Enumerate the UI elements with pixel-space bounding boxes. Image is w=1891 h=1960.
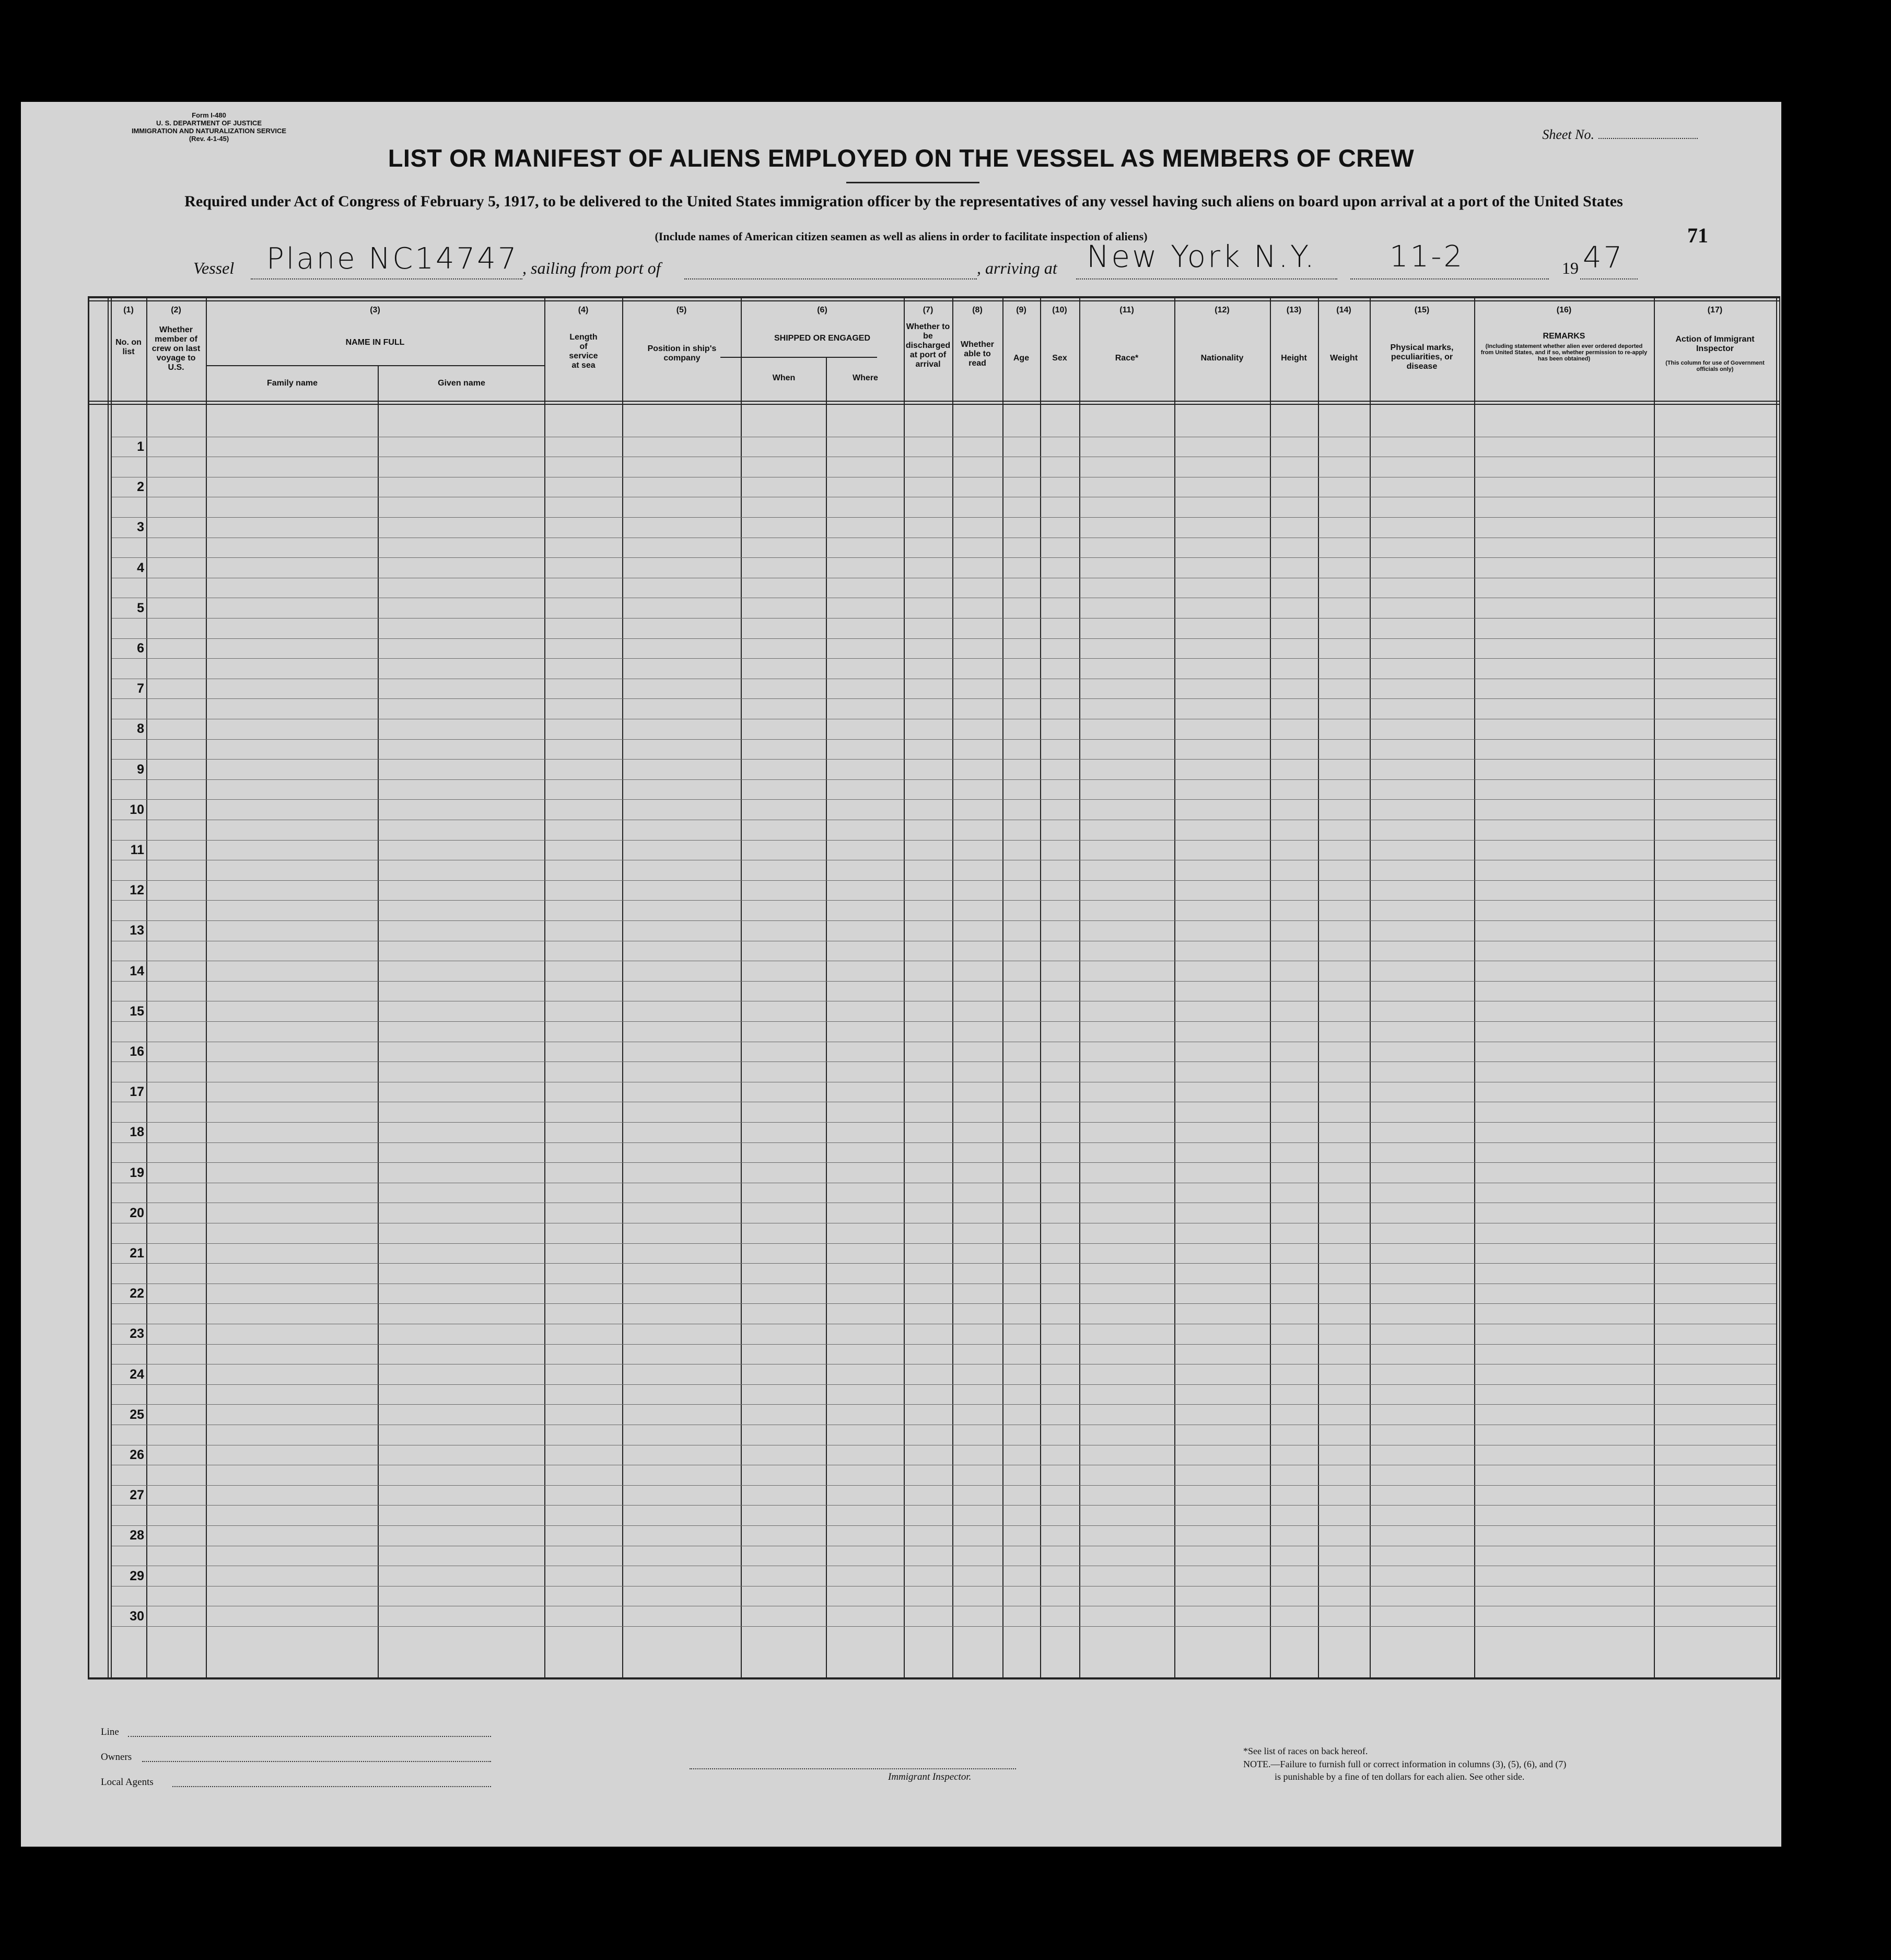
row-rule [112, 1061, 1776, 1062]
owners-field[interactable] [142, 1761, 491, 1762]
col-header-sex: Sex [1052, 354, 1067, 363]
local-agents-label: Local Agents [101, 1777, 154, 1788]
row-number: 28 [130, 1528, 144, 1543]
penalty-note-1: NOTE.—Failure to furnish full or correct information in columns (3), (5), (6), and (7) [1243, 1759, 1567, 1769]
table-top-rule [88, 296, 1780, 298]
col-header-length-service: Length of service at sea [569, 333, 598, 370]
col-header-remarks-detail: (Including statement whether alien ever ordered deported from United States, and if so, whether permission to re-apply has been obtained) [1480, 343, 1648, 362]
form-revision: (Rev. 4-1-45) [189, 135, 229, 143]
col-number: (16) [1556, 306, 1572, 314]
col-rule [1270, 296, 1271, 1679]
col-rule [826, 357, 827, 1679]
vessel-label: Vessel [193, 259, 235, 277]
race-note: *See list of races on back hereof. [1243, 1746, 1368, 1756]
col-subheader-family-name: Family name [267, 379, 318, 388]
row-rule [112, 1142, 1776, 1143]
row-number: 3 [137, 520, 144, 535]
table-top-rule-2 [88, 300, 1780, 301]
sheet-number [1542, 127, 1698, 143]
col-number: (5) [676, 306, 687, 314]
col-number: (7) [923, 306, 933, 314]
row-number: 29 [130, 1568, 144, 1583]
col-rule [1776, 296, 1777, 1679]
col-number: (10) [1052, 306, 1067, 314]
row-number: 4 [137, 560, 144, 575]
col-subheader-where: Where [853, 374, 878, 382]
row-rule [112, 1525, 1776, 1526]
row-rule [112, 698, 1776, 699]
page-title: LIST OR MANIFEST OF ALIENS EMPLOYED ON THE VESSEL AS MEMBERS OF CREW [388, 144, 1415, 172]
penalty-note-2: is punishable by a fine of ten dollars for each alien. See other side. [1275, 1771, 1525, 1782]
local-agents-field[interactable] [172, 1786, 491, 1787]
col-number: (1) [123, 306, 134, 314]
row-rule [112, 779, 1776, 780]
arriving-field-line [1076, 278, 1337, 279]
row-number: 27 [130, 1488, 144, 1503]
row-rule [112, 799, 1776, 800]
stamp-number: 71 [1687, 224, 1708, 247]
row-rule [112, 739, 1776, 740]
year-value[interactable]: 47 [1583, 241, 1625, 275]
row-rule [112, 840, 1776, 841]
row-rule [112, 618, 1776, 619]
col-number: (6) [817, 306, 827, 314]
col-header-inspector-detail: (This column for use of Government officials only) [1665, 360, 1765, 372]
year-field-line [1580, 278, 1638, 279]
col-number: (4) [578, 306, 589, 314]
department-name: U. S. DEPARTMENT OF JUSTICE [156, 119, 262, 127]
col-rule [1174, 296, 1175, 1679]
col-number: (14) [1336, 306, 1351, 314]
immigrant-inspector-label: Immigrant Inspector. [888, 1771, 972, 1782]
row-number: 17 [130, 1084, 144, 1100]
col-number: (11) [1119, 306, 1134, 314]
row-number: 21 [130, 1246, 144, 1261]
row-rule [112, 981, 1776, 982]
manifest-sheet [21, 102, 1781, 1847]
row-number: 8 [137, 721, 144, 737]
date-value[interactable]: 11-2 [1390, 240, 1465, 274]
row-number: 1 [137, 439, 144, 454]
row-number: 7 [137, 681, 144, 696]
row-rule [112, 1404, 1776, 1405]
row-rule [112, 759, 1776, 760]
row-rule [112, 1485, 1776, 1486]
shipped-subheader-rule [720, 357, 877, 358]
arriving-value[interactable]: New York N.Y. [1087, 239, 1316, 274]
row-rule [112, 1263, 1776, 1264]
table-bottom-rule [88, 1677, 1780, 1679]
col-number: (2) [171, 306, 181, 314]
year-prefix: 19 [1562, 259, 1579, 277]
col-rule [88, 296, 89, 1679]
col-rule [206, 296, 207, 1679]
col-rule [1040, 296, 1041, 1679]
col-rule [904, 296, 905, 1679]
arriving-label: , arriving at [977, 259, 1057, 277]
row-number: 24 [130, 1367, 144, 1382]
col-number: (17) [1707, 306, 1723, 314]
col-rule [1079, 296, 1080, 1679]
row-rule [112, 1626, 1776, 1627]
header-bottom-rule-2 [88, 404, 1780, 405]
col-number: (12) [1215, 306, 1230, 314]
col-header-physical-marks: Physical marks, peculiarities, or disease [1390, 343, 1454, 371]
row-rule [112, 638, 1776, 639]
vessel-field-line [251, 278, 522, 279]
line-field[interactable] [128, 1736, 491, 1737]
row-rule [112, 1021, 1776, 1022]
col-header-race: Race* [1115, 354, 1139, 363]
col-rule [1654, 296, 1655, 1679]
row-rule [112, 1122, 1776, 1123]
row-number: 14 [130, 963, 144, 978]
col-rule [622, 296, 623, 1679]
row-number: 22 [130, 1286, 144, 1301]
col-rule [1002, 296, 1003, 1679]
owners-label: Owners [101, 1752, 132, 1763]
line-label: Line [101, 1726, 119, 1737]
col-subheader-given-name: Given name [438, 379, 485, 388]
col-header-no: No. on list [115, 338, 142, 356]
row-rule [112, 900, 1776, 901]
col-header-shipped-engaged: SHIPPED OR ENGAGED [774, 334, 871, 343]
col-header-inspector: Action of Immigrant Inspector [1675, 335, 1755, 353]
col-rule [1318, 296, 1319, 1679]
col-number: (15) [1414, 306, 1430, 314]
col-header-position: Position in ship's company [647, 344, 717, 363]
row-rule [112, 658, 1776, 659]
row-number: 25 [130, 1407, 144, 1422]
row-number: 19 [130, 1165, 144, 1180]
col-rule [1779, 296, 1780, 1679]
row-number: 15 [130, 1004, 144, 1019]
col-rule [111, 296, 112, 1679]
row-rule [112, 1162, 1776, 1163]
row-rule [112, 1344, 1776, 1345]
service-name: IMMIGRATION AND NATURALIZATION SERVICE [131, 127, 287, 135]
form-number: Form I-480 [192, 111, 226, 119]
col-header-crew-member: Whether member of crew on last voyage to U.S. [151, 325, 201, 372]
row-number: 2 [137, 480, 144, 495]
col-number: (8) [972, 306, 983, 314]
col-header-discharged: Whether to be discharged at port of arrival [905, 322, 951, 369]
col-header-height: Height [1281, 354, 1307, 363]
row-number: 30 [130, 1608, 144, 1624]
col-rule [146, 296, 147, 1679]
row-number: 9 [137, 762, 144, 777]
col-number: (13) [1286, 306, 1302, 314]
col-header-nationality: Nationality [1200, 354, 1244, 363]
row-rule [112, 557, 1776, 558]
sailing-label: , sailing from port of [522, 259, 661, 277]
sailing-field-line[interactable] [684, 278, 977, 279]
inspector-signature-line[interactable] [690, 1768, 1016, 1769]
col-header-remarks: REMARKS [1543, 332, 1585, 341]
crew-manifest-table [88, 296, 1780, 1681]
row-number: 20 [130, 1205, 144, 1220]
col-subheader-when: When [772, 374, 796, 382]
col-header-weight: Weight [1329, 354, 1358, 363]
row-number: 12 [130, 883, 144, 898]
row-number: 16 [130, 1044, 144, 1059]
sheet-label: Sheet No. [1542, 127, 1594, 142]
col-rule [741, 296, 742, 1679]
col-header-name: NAME IN FULL [345, 338, 405, 347]
col-rule [1474, 296, 1475, 1679]
date-field-line [1350, 278, 1549, 279]
page-subtitle: Required under Act of Congress of February 5, 1917, to be delivered to the United States immigration officer by the representatives of any vessel having such aliens on board upon arrival at a port of the United States [184, 193, 1623, 210]
col-header-age: Age [1013, 354, 1030, 363]
row-rule [112, 880, 1776, 881]
col-rule [108, 296, 109, 1679]
name-subheader-rule [207, 365, 544, 366]
instruction-note: (Include names of American citizen seamen as well as aliens in order to facilitate inspection of aliens) [655, 230, 1148, 243]
row-number: 23 [130, 1326, 144, 1341]
col-number: (9) [1016, 306, 1026, 314]
row-number: 6 [137, 641, 144, 656]
title-rule [846, 182, 979, 183]
row-rule [112, 517, 1776, 518]
vessel-value[interactable]: Plane NC14747 [266, 242, 519, 276]
row-number: 18 [130, 1125, 144, 1140]
row-rule [112, 920, 1776, 921]
row-rule [112, 1243, 1776, 1244]
row-number: 10 [130, 802, 144, 817]
row-rule [112, 1384, 1776, 1385]
row-number: 5 [137, 600, 144, 615]
row-rule [112, 1505, 1776, 1506]
col-rule [952, 296, 953, 1679]
form-identifier [104, 111, 313, 143]
row-number: 26 [130, 1448, 144, 1462]
col-rule [544, 296, 545, 1679]
col-number: (3) [370, 306, 380, 314]
row-number: 11 [130, 843, 144, 857]
row-number: 13 [130, 923, 144, 938]
header-bottom-rule [88, 401, 1780, 402]
col-rule [378, 365, 379, 1679]
col-rule [1370, 296, 1371, 1679]
sheet-number-field[interactable] [1598, 138, 1698, 139]
row-rule [112, 1303, 1776, 1304]
col-header-able-read: Whether able to read [961, 340, 994, 368]
